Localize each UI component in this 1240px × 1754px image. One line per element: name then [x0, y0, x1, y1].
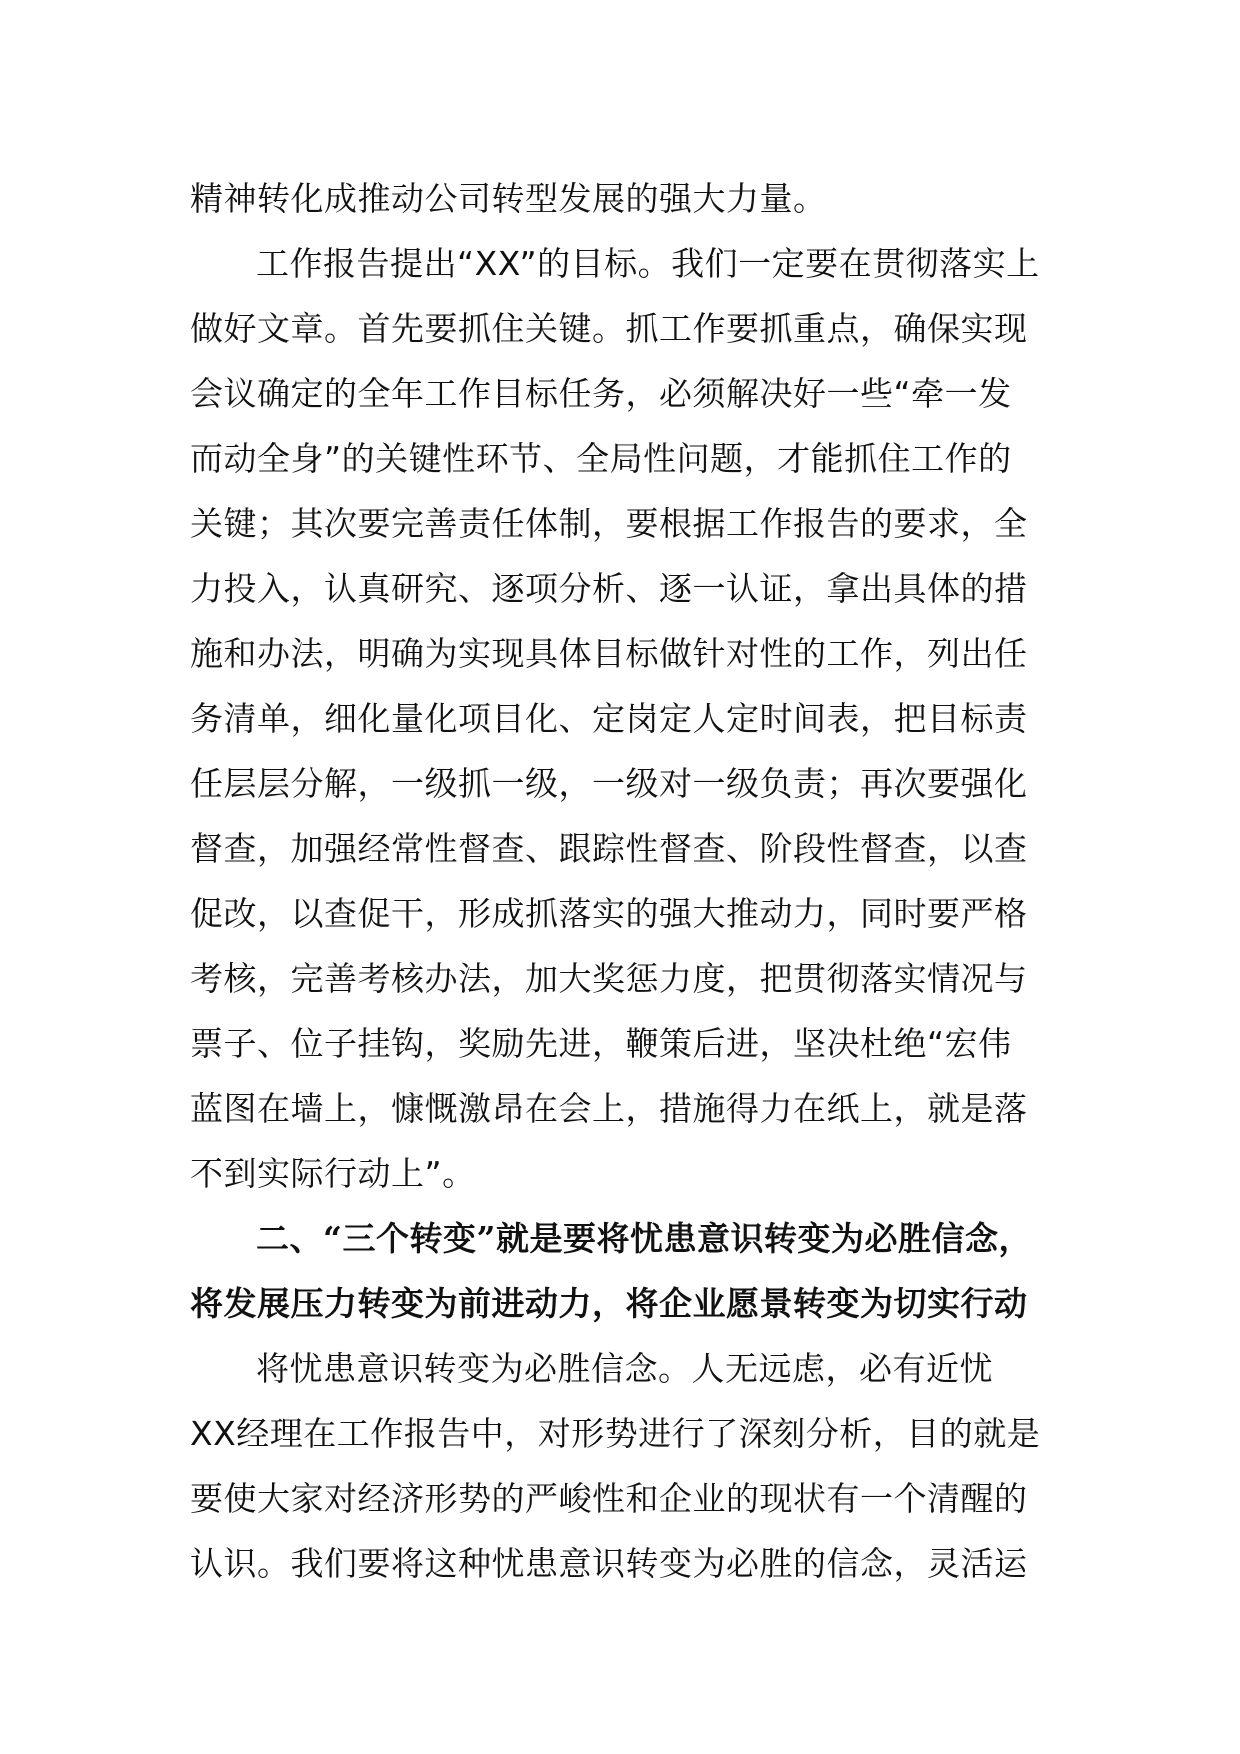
text-line: 做好文章。首先要抓住关键。抓工作要抓重点，确保实现	[190, 309, 1028, 348]
text-line: 票子、位子挂钩，奖励先进，鞭策后进，坚决杜绝“宏伟	[190, 1024, 1012, 1063]
text-line: XX经理在工作报告中，对形势进行了深刻分析，目的就是	[190, 1414, 1041, 1453]
text-line: 督查，加强经常性督查、跟踪性督查、阶段性督查，以查	[190, 829, 1028, 868]
text-line: 力投入，认真研究、逐项分析、逐一认证，拿出具体的措	[190, 569, 1028, 608]
text-line: 将忧患意识转变为必胜信念。人无远虑，必有近忧	[256, 1349, 993, 1388]
text-line: 不到实际行动上”。	[190, 1154, 476, 1193]
text-line: 要使大家对经济形势的严峻性和企业的现状有一个清醒的	[190, 1479, 1028, 1518]
text-line: 认识。我们要将这种忧患意识转变为必胜的信念，灵活运	[190, 1544, 1028, 1583]
body-text	[190, 166, 1056, 1596]
text-line: 精神转化成推动公司转型发展的强大力量。	[190, 179, 827, 218]
text-line: 务清单，细化量化项目化、定岗定人定时间表，把目标责	[190, 699, 1028, 738]
text-line: 促改，以查促干，形成抓落实的强大推动力，同时要严格	[190, 894, 1028, 933]
text-line: 关键；其次要完善责任体制，要根据工作报告的要求，全	[190, 504, 1028, 543]
text-line: 蓝图在墙上，慷慨激昂在会上，措施得力在纸上，就是落	[190, 1089, 1028, 1128]
text-line: 考核，完善考核办法，加大奖惩力度，把贯彻落实情况与	[190, 959, 1028, 998]
text-line: 工作报告提出“XX”的目标。我们一定要在贯彻落实上	[256, 244, 1040, 283]
text-line: 任层层分解，一级抓一级，一级对一级负责；再次要强化	[190, 764, 1028, 803]
text-line: 而动全身”的关键性环节、全局性问题，才能抓住工作的	[190, 439, 1012, 478]
text-line: 会议确定的全年工作目标任务，必须解决好一些“牵一发	[190, 374, 1012, 413]
text-line: 施和办法，明确为实现具体目标做针对性的工作，列出任	[190, 634, 1028, 673]
section-heading-line: 将发展压力转变为前进动力，将企业愿景转变为切实行动	[190, 1284, 1028, 1323]
section-heading-line: 二、“三个转变”就是要将忧患意识转变为必胜信念，	[256, 1219, 1032, 1258]
